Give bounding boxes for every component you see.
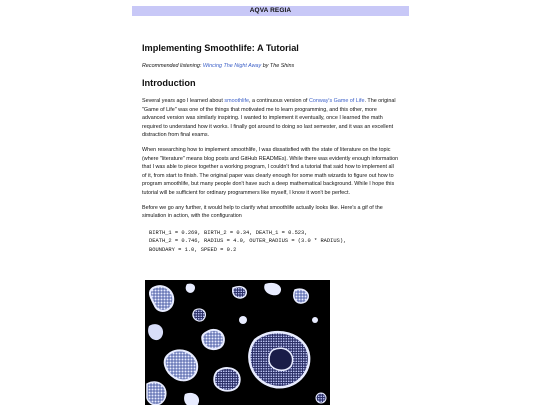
config-code-block: BIRTH_1 = 0.269, BIRTH_2 = 0.34, DEATH_1 = 0.523, DEATH_2 = 0.746, RADIUS = 4.0, OUTER_RADIUS = (3.0 * RADIUS), BOUNDARY = 1.0, SPEED = 0.2 [149, 229, 347, 253]
section-heading: Introduction [142, 78, 196, 88]
paragraph-research: When researching how to implement smoothlife, I was dissatisfied with the state of literature on the topic (where "literature" means blog posts and GitHub READMEs). While there was evidently enough information that I was able to piece together a working program, I couldn't find a tutorial that said how to implement all of it, from start to finish. The original paper was clearly enough for some math wizards to figure out how to program smoothlife, but many people don't have such a deep mathematical background. While I hope this tutorial will be sufficient for ordinary programmers like myself, I know it won't be perfect. [142, 146, 399, 196]
paragraph-intro [142, 97, 399, 140]
listening-artist: by The Shins [261, 63, 295, 69]
site-header[interactable] [132, 6, 409, 16]
simulation-gif [145, 280, 330, 405]
p1-text-c: . The original "Game of Life" was one of the things that motivated me to learn programming, and this other, more advanced version was similarly inspiring. I wanted to implement it eventually, once I learned the math required to understand how it works. I finally got around to doing so last semester, and it was an excellent distraction from final exams. [142, 98, 396, 139]
post-title: Implementing Smoothlife: A Tutorial [142, 43, 299, 53]
p1-text-b: , a continuous version of [249, 98, 309, 104]
game-of-life-link[interactable]: Conway's Game of Life [308, 98, 365, 104]
simulation-image [145, 280, 330, 405]
site-title[interactable]: AQVA REGIA [249, 7, 292, 14]
smoothlife-link[interactable]: smoothlife [224, 98, 249, 104]
article [142, 42, 399, 255]
recommended-listening [142, 63, 399, 70]
song-link[interactable]: Wincing The Night Away [202, 63, 262, 69]
paragraph-before: Before we go any further, it would help to clarify what smoothlife actually looks like. Here's a gif of the simulation in action, with the configuration [142, 204, 383, 220]
listening-prefix: Recommended listening: [142, 63, 203, 69]
p1-text-a: Several years ago I learned about [142, 98, 225, 104]
